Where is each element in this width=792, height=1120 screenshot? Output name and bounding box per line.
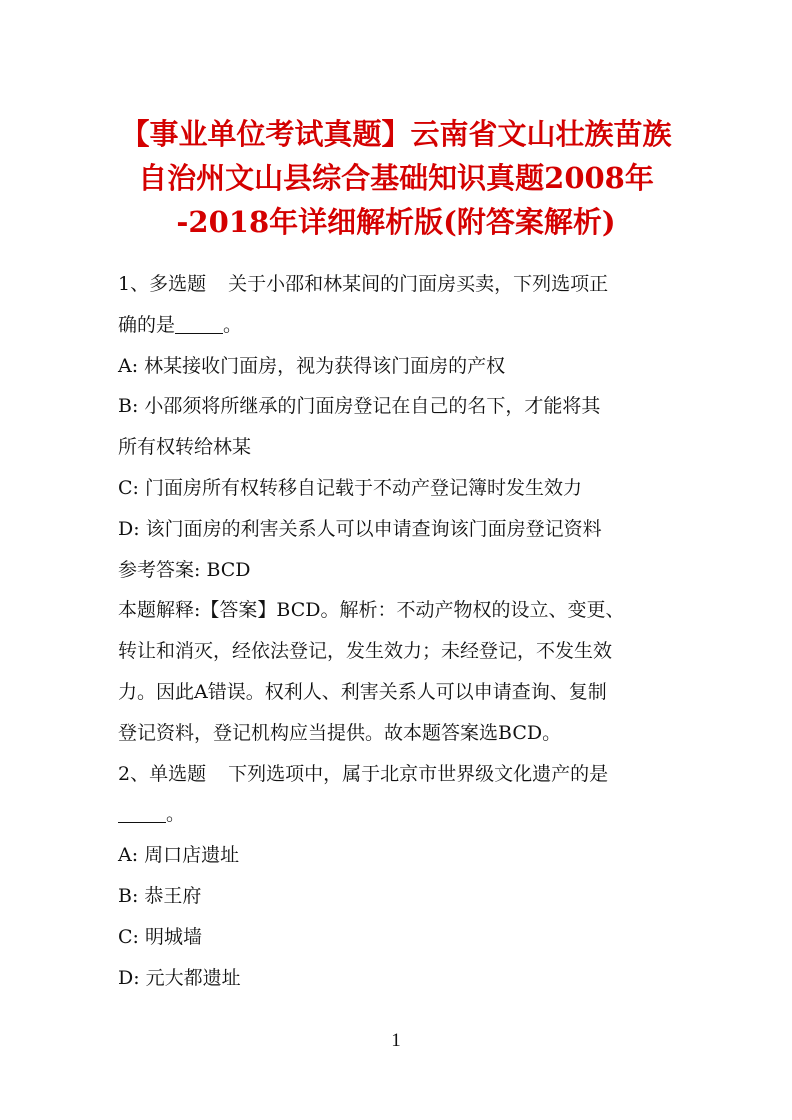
q2-option-d: D: 元大都遗址 [118,966,241,989]
q1-explanation-2: 转让和消灭，经依法登记，发生效力；未经登记，不发生效 [118,640,613,663]
question-type: 多选题 [149,273,207,295]
question-text: 下列选项中，属于北京市世界级文化遗产的是 [228,762,609,785]
question-text: 关于小邵和林某间的门面房买卖，下列选项正 [228,273,609,295]
q2-option-b: B: 恭王府 [118,884,202,907]
q1-option-c: C: 门面房所有权转移自记载于不动产登记簿时发生效力 [118,476,582,499]
title-line-1: 【事业单位考试真题】云南省文山壮族苗族 [120,117,672,151]
question-number: 1、 [118,273,150,295]
question-end: 。 [223,313,243,336]
question-1-stem [118,264,678,305]
document-title [100,112,692,244]
title-line-2: 自治州文山县综合基础知识真题2008年 [138,161,654,195]
answer-blank [175,309,223,334]
q2-option-a: A: 周口店遗址 [118,844,240,867]
q1-explanation-3: 力。因此A错误。权利人、利害关系人可以申请查询、复制 [118,680,607,703]
page-number: 1 [391,1030,401,1051]
question-2-stem [118,754,678,795]
q1-option-b: B: 小邵须将所继承的门面房登记在自己的名下，才能将其 [118,395,601,418]
q1-option-d: D: 该门面房的利害关系人可以申请查询该门面房登记资料 [118,517,602,540]
q1-option-b-cont: 所有权转给林某 [118,436,252,459]
question-2-stem-cont [118,794,678,835]
question-text-cont: 确的是 [118,313,176,336]
question-number: 2、 [118,762,150,785]
q1-explanation-1: 本题解释:【答案】BCD。解析：不动产物权的设立、变更、 [118,599,625,622]
question-1-stem-cont [118,305,678,346]
title-line-3: -2018年详细解析版(附答案解析) [176,205,616,239]
answer-blank [118,798,166,823]
q1-option-a: A: 林某接收门面房，视为获得该门面房的产权 [118,354,506,377]
document-body [118,264,678,998]
q2-option-c: C: 明城墙 [118,925,202,948]
question-type: 单选题 [149,762,207,785]
q1-explanation-4: 登记资料，登记机构应当提供。故本题答案选BCD。 [118,721,562,744]
question-end: 。 [166,803,186,826]
q1-answer: 参考答案: BCD [118,558,251,581]
